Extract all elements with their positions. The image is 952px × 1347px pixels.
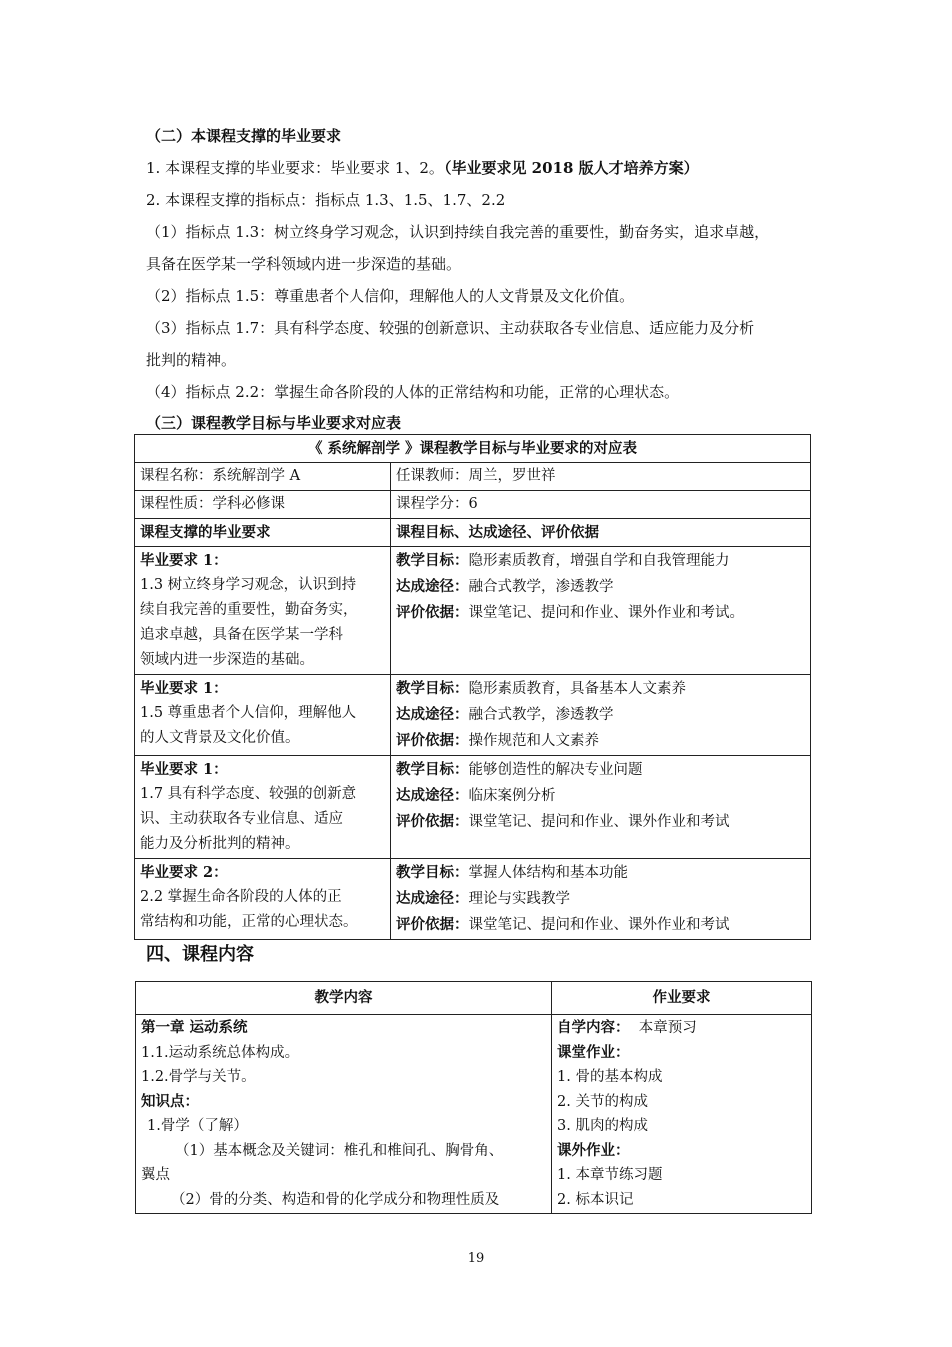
list-item: 3. 肌肉的构成 bbox=[557, 1118, 648, 1134]
table-row bbox=[135, 756, 811, 859]
path-line bbox=[396, 702, 805, 728]
path-label: 达成途径： bbox=[396, 787, 469, 804]
requirement-note: （毕业要求见 2018 版人才培养方案） bbox=[443, 159, 699, 177]
requirement-title: 毕业要求 1： bbox=[140, 761, 228, 778]
table-row bbox=[136, 1015, 812, 1214]
course-credit-cell: 课程学分：6 bbox=[391, 491, 811, 519]
eval-text: 课堂笔记、提问和作业、课外作业和考试 bbox=[468, 917, 730, 933]
requirement-line: 1.3 树立终身学习观念，认识到持 bbox=[140, 577, 357, 593]
objective-cell bbox=[391, 547, 811, 675]
extra-homework-label: 课外作业： bbox=[557, 1141, 630, 1159]
col-header-homework: 作业要求 bbox=[552, 982, 812, 1015]
course-name-cell: 课程名称：系统解剖学 A bbox=[135, 463, 391, 491]
course-content-table bbox=[135, 981, 812, 1214]
goal-text: 掌握人体结构和基本功能 bbox=[468, 865, 628, 881]
eval-label: 评价依据： bbox=[396, 732, 469, 749]
goal-text: 隐形素质教育，增强自学和自我管理能力 bbox=[468, 553, 730, 569]
goal-text: 隐形素质教育，具备基本人文素养 bbox=[468, 681, 686, 697]
teacher-cell: 任课教师：周兰，罗世祥 bbox=[391, 463, 811, 491]
homework-cell bbox=[552, 1015, 812, 1214]
requirement-title: 毕业要求 1： bbox=[140, 680, 228, 697]
requirement-text: 1. 本课程支撑的毕业要求：毕业要求 1、2。 bbox=[146, 159, 444, 177]
requirement-title: 毕业要求 1： bbox=[140, 552, 228, 569]
indicator-3-line2: 批判的精神。 bbox=[146, 351, 237, 369]
goal-label: 教学目标： bbox=[396, 680, 469, 697]
goal-line bbox=[396, 757, 805, 783]
path-text: 理论与实践教学 bbox=[468, 891, 570, 907]
requirement-line: 能力及分析批判的精神。 bbox=[140, 836, 300, 852]
path-text: 融合式教学，渗透教学 bbox=[468, 707, 614, 723]
indicator-2: （2）指标点 1.5：尊重患者个人信仰，理解他人的人文背景及文化价值。 bbox=[146, 287, 635, 305]
objectives-table bbox=[134, 434, 811, 940]
objective-cell bbox=[391, 675, 811, 756]
goal-line bbox=[396, 860, 805, 886]
requirement-line: 1.7 具有科学态度、较强的创新意 bbox=[140, 786, 357, 802]
col-header-requirement: 课程支撑的毕业要求 bbox=[135, 519, 391, 547]
list-item: 2. 关节的构成 bbox=[557, 1093, 648, 1110]
col-header-content: 教学内容 bbox=[136, 982, 552, 1015]
goal-label: 教学目标： bbox=[396, 761, 469, 778]
requirement-cell bbox=[135, 547, 391, 675]
content-cell bbox=[136, 1015, 552, 1214]
eval-text: 操作规范和人文素养 bbox=[468, 733, 599, 749]
content-line: （1）基本概念及关键词：椎孔和椎间孔、胸骨角、 bbox=[175, 1142, 504, 1159]
requirement-line: 2.2 掌握生命各阶段的人体的正 bbox=[140, 889, 342, 905]
indicator-4: （4）指标点 2.2：掌握生命各阶段的人体的正常结构和功能，正常的心理状态。 bbox=[146, 383, 680, 401]
requirement-cell bbox=[135, 675, 391, 756]
indicator-1-line2: 具备在医学某一学科领域内进一步深造的基础。 bbox=[146, 255, 462, 273]
eval-text: 课堂笔记、提问和作业、课外作业和考试。 bbox=[468, 605, 744, 621]
path-text: 临床案例分析 bbox=[468, 788, 556, 804]
objective-cell bbox=[391, 756, 811, 859]
self-study-label: 自学内容： bbox=[557, 1019, 630, 1036]
list-item: 1. 骨的基本构成 bbox=[557, 1069, 663, 1085]
eval-line bbox=[396, 912, 805, 938]
goal-text: 能够创造性的解决专业问题 bbox=[468, 762, 643, 778]
section4-title: 四、课程内容 bbox=[146, 944, 254, 965]
goal-line bbox=[396, 548, 805, 574]
requirement-cell bbox=[135, 859, 391, 940]
requirement-cell bbox=[135, 756, 391, 859]
table-row bbox=[135, 547, 811, 675]
goal-label: 教学目标： bbox=[396, 552, 469, 569]
section2-title: （二）本课程支撑的毕业要求 bbox=[146, 127, 342, 145]
indicator-3-line1: （3）指标点 1.7：具有科学态度、较强的创新意识、主动获取各专业信息、适应能力及分析 bbox=[146, 319, 755, 337]
requirement-line: 续自我完善的重要性，勤奋务实， bbox=[140, 602, 358, 618]
table-row bbox=[135, 859, 811, 940]
list-item: 2. 标本识记 bbox=[557, 1191, 634, 1208]
path-line bbox=[396, 783, 805, 809]
self-study-line bbox=[557, 1016, 806, 1041]
content-line: （2）骨的分类、构造和骨的化学成分和物理性质及 bbox=[171, 1191, 500, 1208]
path-text: 融合式教学，渗透教学 bbox=[468, 579, 614, 595]
eval-line bbox=[396, 809, 805, 835]
requirement-line: 追求卓越，具备在医学某一学科 bbox=[140, 627, 343, 643]
requirement-line: 领域内进一步深造的基础。 bbox=[140, 652, 314, 668]
requirement-line: 1.5 尊重患者个人信仰，理解他人 bbox=[140, 705, 357, 721]
path-label: 达成途径： bbox=[396, 890, 469, 907]
eval-line bbox=[396, 600, 805, 626]
eval-line bbox=[396, 728, 805, 754]
content-line: 1.骨学（了解） bbox=[147, 1118, 248, 1134]
path-label: 达成途径： bbox=[396, 578, 469, 595]
indicator-1-line1: （1）指标点 1.3：树立终身学习观念，认识到持续自我完善的重要性，勤奋务实，追求卓越， bbox=[146, 223, 770, 241]
eval-label: 评价依据： bbox=[396, 916, 469, 933]
self-study-value: 本章预习 bbox=[638, 1020, 697, 1036]
indicator-line: 2. 本课程支撑的指标点：指标点 1.3、1.5、1.7、2.2 bbox=[146, 191, 506, 209]
content-line: 1.2.骨学与关节。 bbox=[141, 1069, 256, 1085]
content-line: 1.1.运动系统总体构成。 bbox=[141, 1044, 300, 1061]
eval-text: 课堂笔记、提问和作业、课外作业和考试 bbox=[468, 814, 730, 830]
path-line bbox=[396, 886, 805, 912]
path-label: 达成途径： bbox=[396, 706, 469, 723]
requirement-title: 毕业要求 2： bbox=[140, 864, 228, 881]
path-line bbox=[396, 574, 805, 600]
col-header-objective: 课程目标、达成途径、评价依据 bbox=[391, 519, 811, 547]
section3-title: （三）课程教学目标与毕业要求对应表 bbox=[146, 414, 402, 432]
goal-label: 教学目标： bbox=[396, 864, 469, 881]
objectives-table-title: 《 系统解剖学 》课程教学目标与毕业要求的对应表 bbox=[135, 435, 811, 463]
eval-label: 评价依据： bbox=[396, 604, 469, 621]
class-homework-label: 课堂作业： bbox=[557, 1043, 630, 1061]
content-line: 翼点 bbox=[141, 1167, 170, 1183]
knowledge-label: 知识点： bbox=[141, 1092, 199, 1110]
eval-label: 评价依据： bbox=[396, 813, 469, 830]
table-row bbox=[135, 675, 811, 756]
requirement-line: 的人文背景及文化价值。 bbox=[140, 730, 300, 746]
goal-line bbox=[396, 676, 805, 702]
requirement-line: 识、主动获取各专业信息、适应 bbox=[140, 811, 343, 827]
requirement-line: 常结构和功能，正常的心理状态。 bbox=[140, 914, 358, 930]
list-item: 1. 本章节练习题 bbox=[557, 1167, 663, 1183]
requirement-line bbox=[146, 158, 699, 178]
course-nature-cell: 课程性质：学科必修课 bbox=[135, 491, 391, 519]
chapter-title: 第一章 运动系统 bbox=[141, 1019, 248, 1036]
page-number: 19 bbox=[467, 1251, 485, 1266]
objective-cell bbox=[391, 859, 811, 940]
